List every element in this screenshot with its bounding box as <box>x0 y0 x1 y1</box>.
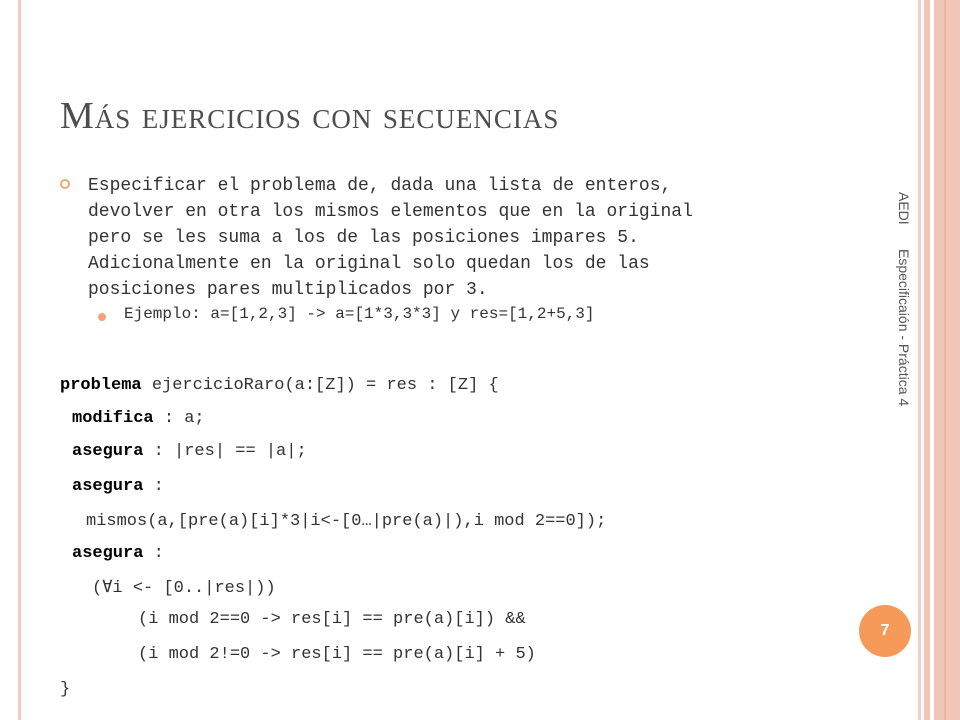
code-line <box>72 477 164 496</box>
code-text: : a; <box>153 409 205 428</box>
code-line: (∀i <- [0..|res|)) <box>92 579 276 598</box>
code-text: : <box>143 544 164 563</box>
side-course: AEDI <box>896 192 912 225</box>
sub-bullet-item <box>98 305 594 323</box>
left-border <box>18 0 21 720</box>
right-stripe-line <box>944 0 946 720</box>
code-keyword: asegura <box>72 544 144 563</box>
code-line <box>72 409 205 428</box>
code-line <box>72 544 164 563</box>
right-stripe <box>918 0 921 720</box>
code-line: } <box>60 680 71 699</box>
code-keyword: asegura <box>72 477 144 496</box>
code-line: (i mod 2!=0 -> res[i] == pre(a)[i] + 5) <box>138 645 536 664</box>
bullet-item <box>60 173 840 303</box>
code-line <box>72 442 307 461</box>
code-line: mismos(a,[pre(a)[i]*3|i<-[0…|pre(a)|),i mod 2==0]); <box>86 512 607 531</box>
right-stripe <box>924 0 930 720</box>
right-stripe <box>934 0 960 720</box>
slide-title: Más ejercicios con secuencias <box>60 95 560 137</box>
side-topic: Especificaión - Práctica 4 <box>896 248 912 406</box>
code-keyword: asegura <box>72 442 144 461</box>
code-text: : |res| == |a|; <box>143 442 307 461</box>
side-caption <box>892 192 912 442</box>
dot-bullet-icon <box>98 313 106 321</box>
bullet-text: Especificar el problema de, dada una lista de enteros, devolver en otra los mismos elementos que en la original pero se les suma a los de las posiciones impares 5. Adicionalmente en la original solo quedan los de las posiciones pares multiplicados por 3. <box>88 176 693 300</box>
page-number-badge: 7 <box>859 605 911 657</box>
code-keyword: modifica <box>72 409 154 428</box>
code-keyword: problema <box>60 376 142 395</box>
code-text: : <box>143 477 164 496</box>
circle-bullet-icon <box>60 179 70 189</box>
code-text: ejercicioRaro(a:[Z]) = res : [Z] { <box>141 376 499 395</box>
code-line: (i mod 2==0 -> res[i] == pre(a)[i]) && <box>138 610 526 629</box>
example-text: Ejemplo: a=[1,2,3] -> a=[1*3,3*3] y res=[1,2+5,3] <box>124 305 595 323</box>
code-line <box>60 376 499 395</box>
